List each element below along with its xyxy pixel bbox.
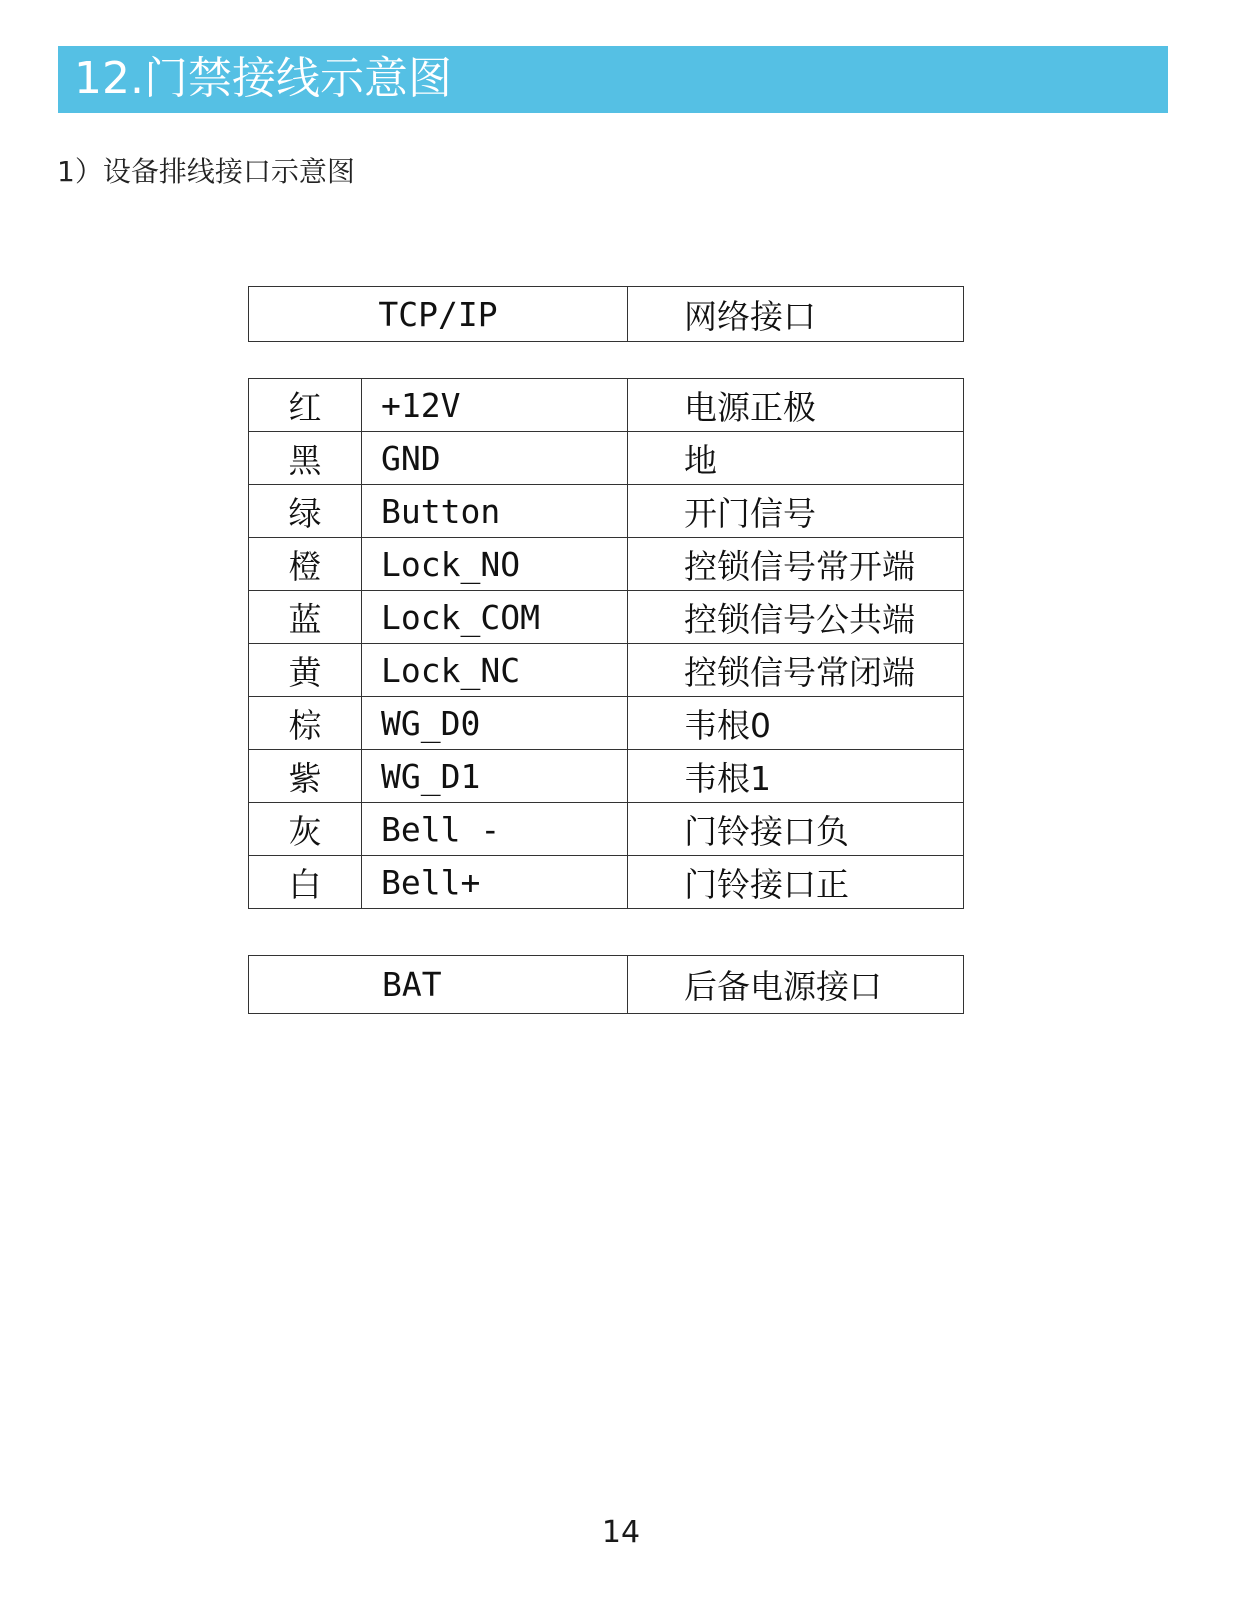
wire-color-cell: 白	[249, 856, 362, 909]
subtitle: 1）设备排线接口示意图	[57, 155, 355, 188]
table-row	[249, 856, 964, 909]
wire-color-cell: 紫	[249, 750, 362, 803]
page-number: 14	[601, 1515, 641, 1550]
description-cell: 后备电源接口	[628, 956, 964, 1014]
section-header	[58, 46, 1168, 113]
description-cell: 网络接口	[628, 287, 964, 342]
wire-color-cell: 棕	[249, 697, 362, 750]
table-row	[249, 432, 964, 485]
table-row	[249, 485, 964, 538]
battery-interface-table	[248, 955, 964, 1014]
wire-color-cell: 黑	[249, 432, 362, 485]
description-cell: 电源正极	[628, 379, 964, 432]
description-cell: 控锁信号常开端	[628, 538, 964, 591]
description-cell: 门铃接口正	[628, 856, 964, 909]
description-cell: 控锁信号公共端	[628, 591, 964, 644]
wire-color-cell: 绿	[249, 485, 362, 538]
wire-color-cell: 橙	[249, 538, 362, 591]
wiring-table	[248, 378, 964, 909]
signal-cell: WG_D0	[362, 697, 628, 750]
table-row	[249, 750, 964, 803]
description-cell: 门铃接口负	[628, 803, 964, 856]
signal-cell: Lock_NC	[362, 644, 628, 697]
table-row	[249, 644, 964, 697]
wire-color-cell: 红	[249, 379, 362, 432]
description-cell: 控锁信号常闭端	[628, 644, 964, 697]
network-interface-table	[248, 286, 964, 342]
table-row	[249, 697, 964, 750]
signal-cell: WG_D1	[362, 750, 628, 803]
description-cell: 韦根1	[628, 750, 964, 803]
signal-cell: Lock_COM	[362, 591, 628, 644]
table-row	[249, 538, 964, 591]
signal-cell: Bell+	[362, 856, 628, 909]
signal-cell: BAT	[249, 956, 628, 1014]
signal-cell: Button	[362, 485, 628, 538]
section-title: 12.门禁接线示意图	[74, 53, 452, 104]
wire-color-cell: 蓝	[249, 591, 362, 644]
table-row	[249, 287, 964, 342]
table-row	[249, 956, 964, 1014]
table-row	[249, 591, 964, 644]
wire-color-cell: 黄	[249, 644, 362, 697]
description-cell: 地	[628, 432, 964, 485]
table-row	[249, 803, 964, 856]
signal-cell: Bell -	[362, 803, 628, 856]
signal-cell: GND	[362, 432, 628, 485]
signal-cell: Lock_NO	[362, 538, 628, 591]
signal-cell: +12V	[362, 379, 628, 432]
signal-cell: TCP/IP	[249, 287, 628, 342]
description-cell: 韦根0	[628, 697, 964, 750]
description-cell: 开门信号	[628, 485, 964, 538]
table-row	[249, 379, 964, 432]
wire-color-cell: 灰	[249, 803, 362, 856]
